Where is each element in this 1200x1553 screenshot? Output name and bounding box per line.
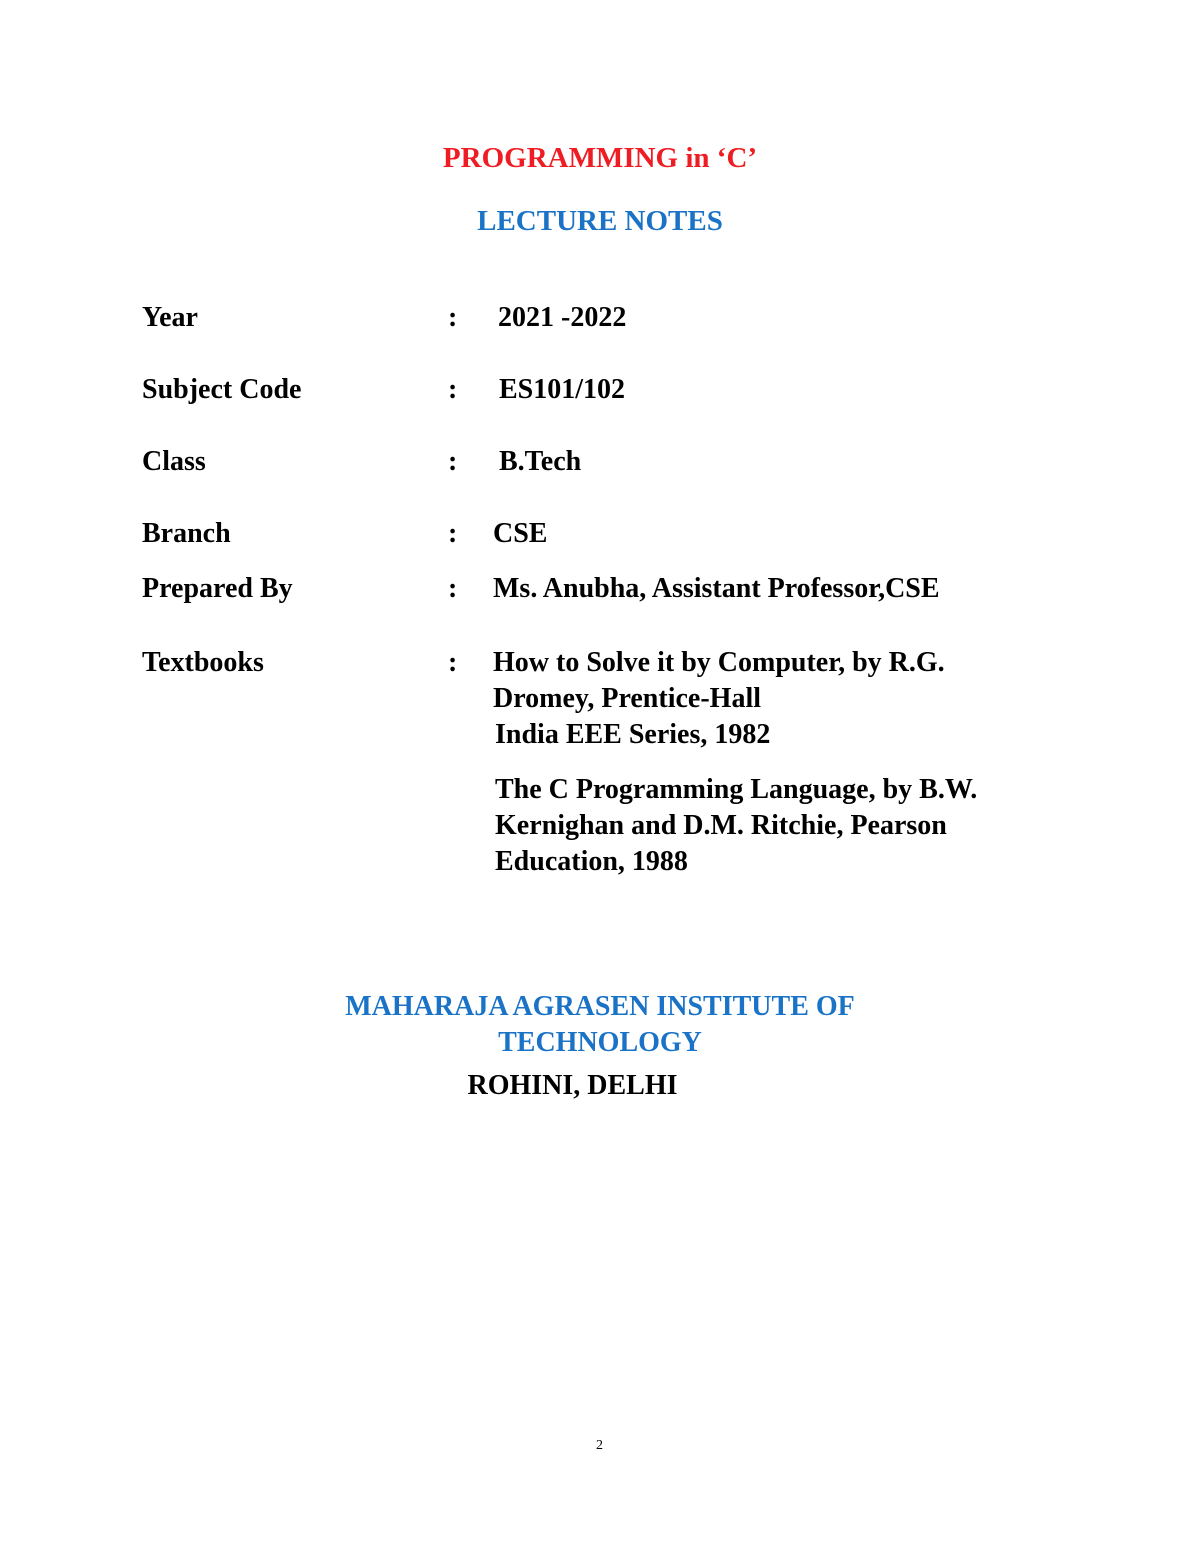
year-label: Year [142, 302, 198, 333]
page-number: 2 [596, 1438, 603, 1453]
branch-separator: : [448, 518, 458, 549]
textbook-2-line-1: The C Programming Language, by B.W. [495, 774, 978, 805]
subject-code-value: ES101/102 [499, 374, 626, 405]
subject-code-label: Subject Code [142, 374, 302, 405]
textbook-1-line-2: Dromey, Prentice-Hall [493, 683, 761, 714]
institute-city: ROHINI, DELHI [467, 1070, 678, 1101]
institute-name-line-1: MAHARAJA AGRASEN INSTITUTE OF [345, 991, 855, 1022]
branch-label: Branch [142, 518, 231, 549]
document-title: PROGRAMMING in ‘C’ [442, 142, 758, 174]
textbooks-label: Textbooks [142, 647, 264, 678]
textbook-2-line-3: Education, 1988 [495, 846, 688, 877]
textbook-1-line-3: India EEE Series, 1982 [495, 719, 771, 750]
prepared-by-label: Prepared By [142, 573, 293, 604]
branch-value: CSE [493, 518, 548, 549]
prepared-by-value: Ms. Anubha, Assistant Professor,CSE [493, 573, 940, 604]
year-separator: : [448, 302, 458, 333]
textbook-1-line-1: How to Solve it by Computer, by R.G. [493, 647, 945, 678]
prepared-by-separator: : [448, 573, 458, 604]
class-value: B.Tech [499, 446, 582, 477]
document-subtitle: LECTURE NOTES [477, 205, 723, 237]
class-separator: : [448, 446, 458, 477]
class-label: Class [142, 446, 206, 477]
institute-name-line-2: TECHNOLOGY [498, 1027, 702, 1058]
subject-code-separator: : [448, 374, 458, 405]
textbooks-separator: : [448, 647, 458, 678]
year-value: 2021 -2022 [498, 302, 627, 333]
textbook-2-line-2: Kernighan and D.M. Ritchie, Pearson [495, 810, 947, 841]
